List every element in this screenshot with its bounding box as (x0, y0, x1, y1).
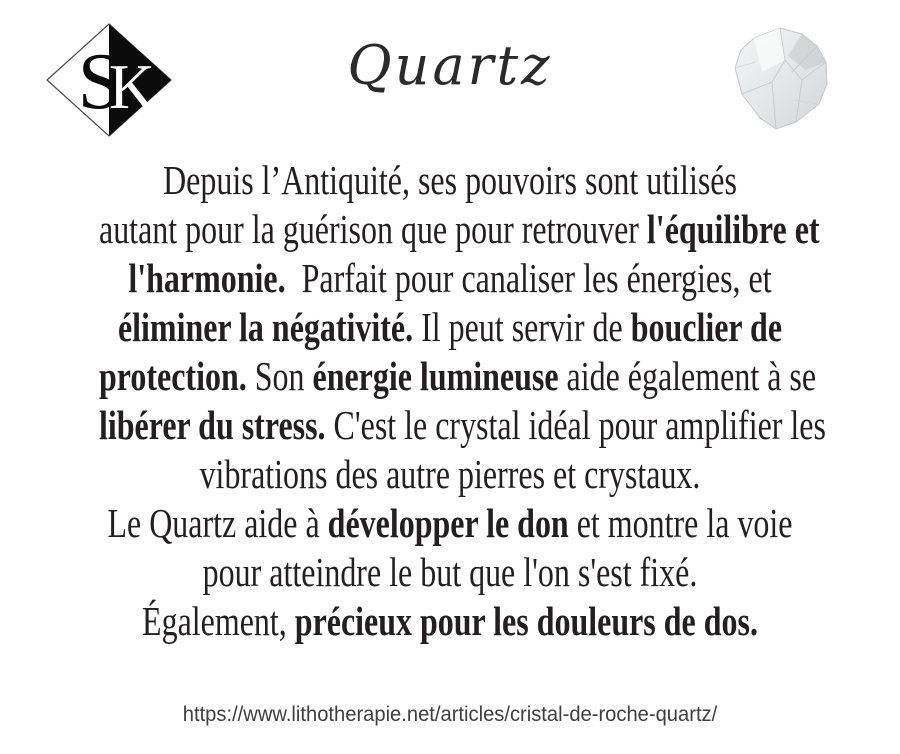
text-segment-bold: bouclier de (630, 304, 783, 350)
text-line (99, 303, 801, 352)
sk-logo-letter-k: K (108, 51, 156, 122)
text-segment-bold: développer le don (327, 500, 569, 546)
text-segment: Le Quartz aide à (107, 500, 328, 546)
text-segment-bold: énergie lumineuse (312, 353, 559, 399)
body-text (0, 156, 900, 646)
text-line (99, 156, 801, 205)
text-segment: Son (246, 353, 313, 399)
text-line (99, 401, 826, 450)
text-line (99, 205, 820, 254)
text-line (99, 254, 801, 303)
text-line (99, 597, 801, 646)
text-segment: C'est le crystal idéal pour amplifier les (325, 402, 826, 448)
text-line (99, 450, 801, 499)
text-line (99, 352, 817, 401)
text-segment: Depuis l’Antiquité, ses pouvoirs sont utilisés (163, 157, 737, 203)
text-line (99, 499, 801, 548)
quartz-crystal-image (722, 22, 844, 136)
text-segment-bold: l'harmonie. (128, 255, 286, 301)
text-segment-bold: précieux pour les douleurs de dos. (294, 598, 758, 644)
text-segment: vibrations des autre pierres et crystaux. (199, 451, 701, 497)
text-line (99, 548, 801, 597)
text-segment: et montre la voie (568, 500, 793, 546)
sk-logo-letter-s: S (77, 38, 123, 126)
text-segment-bold: l'équilibre et (646, 206, 820, 252)
text-segment-bold: éliminer la négativité. (117, 304, 414, 350)
text-segment-bold: libérer du stress. (99, 402, 326, 448)
text-segment: Il peut servir de (413, 304, 631, 350)
text-segment: Parfait pour canaliser les énergies, et (285, 255, 772, 301)
page-title: Quartz (347, 34, 553, 97)
text-segment: autant pour la guérison que pour retrouver (99, 206, 647, 252)
source-url: https://www.lithotherapie.net/articles/cristal-de-roche-quartz/ (182, 703, 718, 726)
text-segment-bold: protection. (99, 353, 247, 399)
text-segment: Également, (142, 598, 295, 644)
text-segment: aide également à se (558, 353, 817, 399)
text-segment: pour atteindre le but que l'on s'est fixé. (202, 549, 698, 595)
